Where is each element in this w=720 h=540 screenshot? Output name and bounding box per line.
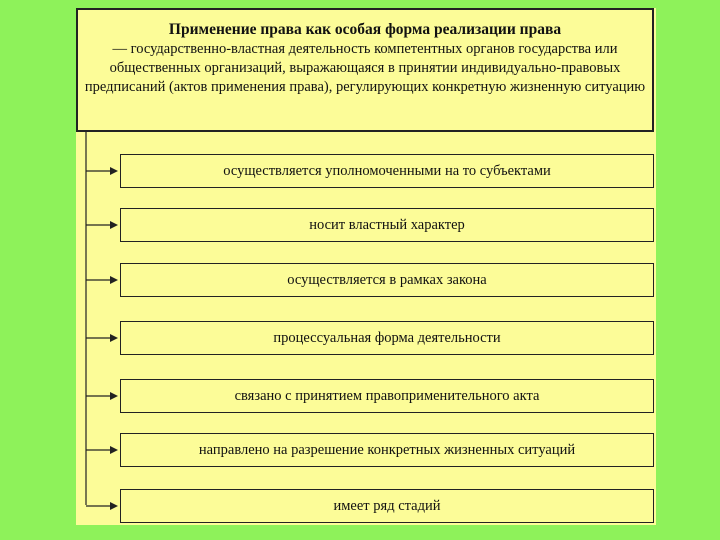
feature-label-5: связано с принятием правоприменительного акта <box>234 387 540 404</box>
arrow-head-icon-6 <box>110 446 118 454</box>
feature-label-7: имеет ряд стадий <box>333 497 441 514</box>
feature-box-2 <box>120 208 654 242</box>
feature-box-1 <box>120 154 654 188</box>
arrow-head-icon-1 <box>110 167 118 175</box>
header-box <box>76 8 654 132</box>
arrow-head-icon-3 <box>110 276 118 284</box>
feature-label-4: процессуальная форма деятельности <box>273 329 501 346</box>
arrow-head-icon-4 <box>110 334 118 342</box>
feature-box-5 <box>120 379 654 413</box>
feature-box-3 <box>120 263 654 297</box>
feature-box-4 <box>120 321 654 355</box>
feature-label-1: осуществляется уполномоченными на то субъектами <box>223 162 551 179</box>
diagram-panel <box>76 8 656 525</box>
diagram-title: Применение права как особая форма реализации права <box>168 21 562 38</box>
arrow-head-icon-2 <box>110 221 118 229</box>
feature-box-6 <box>120 433 654 467</box>
feature-label-6: направлено на разрешение конкретных жизненных ситуаций <box>198 441 576 458</box>
feature-box-7 <box>120 489 654 523</box>
definition-text: — государственно-властная деятельность компетентных органов государства или общественных организаций, выражающаяся в принятии индивидуально-правовых предписаний (актов применения права), регулирующих конкретную жизненную ситуацию <box>84 41 646 95</box>
feature-label-2: носит властный характер <box>309 216 465 233</box>
arrow-head-icon-7 <box>110 502 118 510</box>
arrow-head-icon-5 <box>110 392 118 400</box>
feature-label-3: осуществляется в рамках закона <box>287 271 487 288</box>
